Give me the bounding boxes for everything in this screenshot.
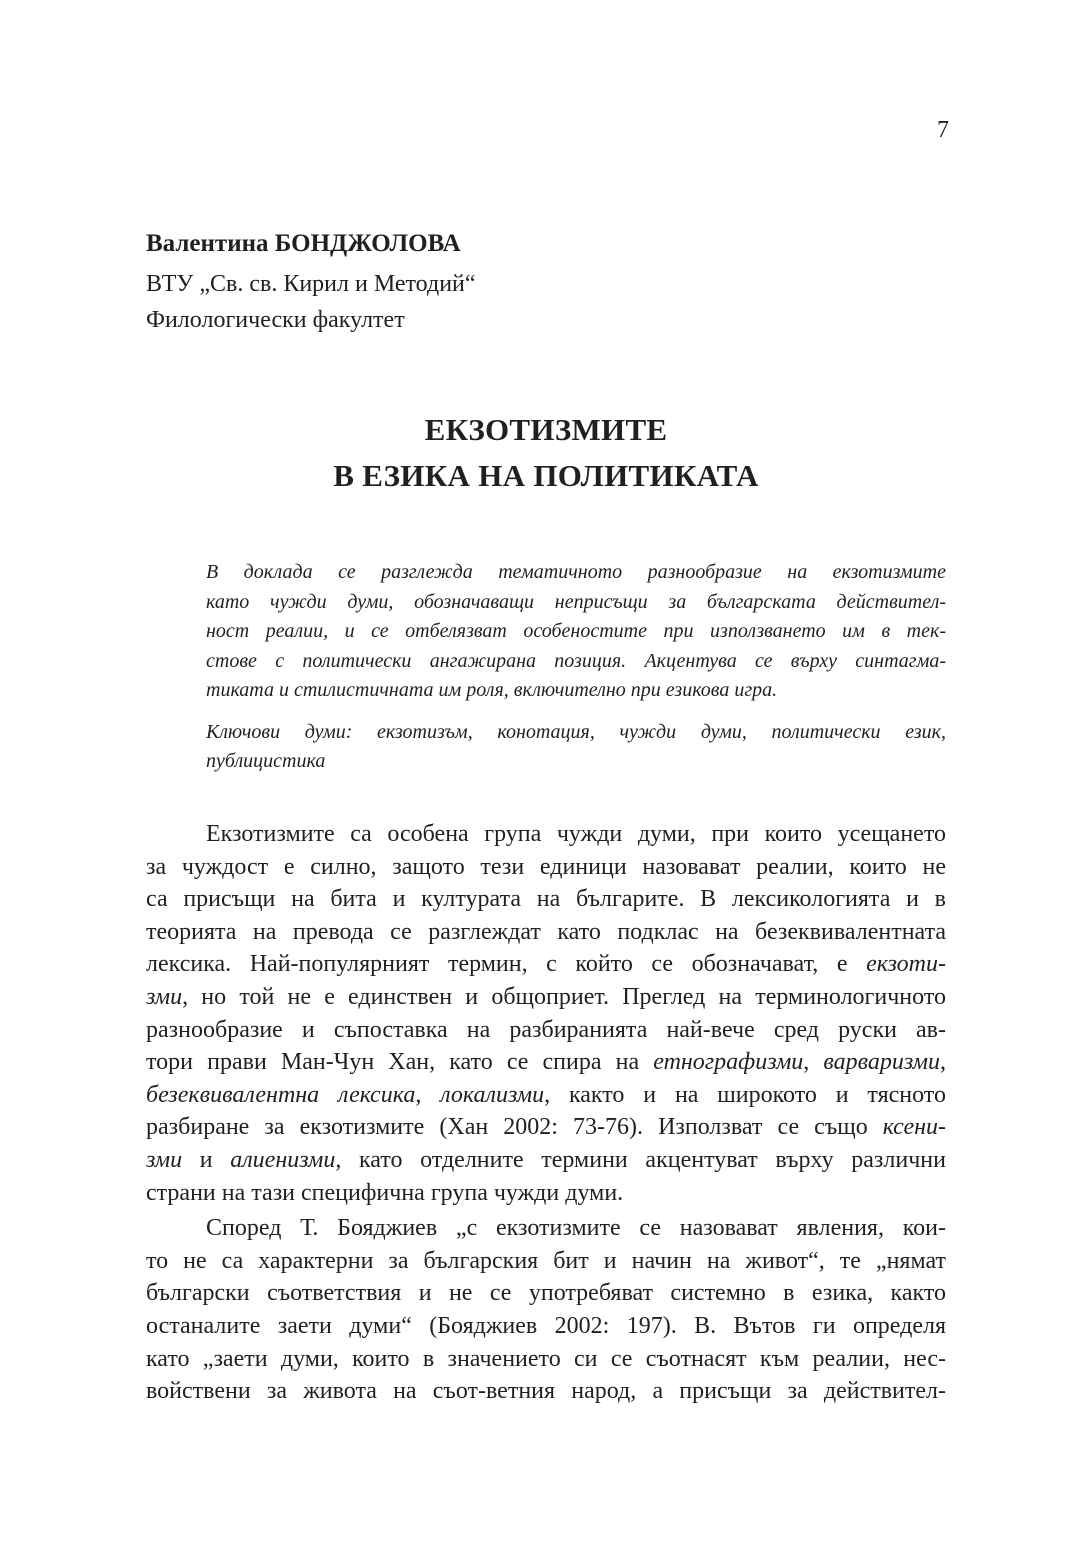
body-line-text: , (803, 1049, 824, 1076)
body-line-text: лексика. Най-популярният термин, с който се обозначават, е (146, 951, 867, 978)
term-varvarizmi: варваризми (823, 1049, 940, 1076)
keywords-line: публицистика (206, 750, 326, 772)
body-line: като „заети думи, които в значението си се съотнасят към реалии, нес- (146, 1345, 946, 1372)
term-etnografizmi: етнографизми (653, 1049, 804, 1076)
author-name: Валентина БОНДЖОЛОВА (146, 230, 461, 257)
affiliation-faculty: Филологически факултет (146, 307, 405, 333)
body-text (146, 818, 946, 1408)
article-title (146, 407, 946, 499)
term-ksenizmi-cont: зми (146, 1146, 183, 1173)
body-line-text: тори прави Ман-Чун Хан, като се спира на (146, 1049, 654, 1076)
affiliation-university: ВТУ „Св. св. Кирил и Методий“ (146, 271, 476, 297)
page-number: 7 (937, 117, 949, 143)
body-line-text: , както и на широкото и тясното (544, 1081, 946, 1108)
abstract-line: като чужди думи, обозначаващи неприсъщи за българската действител- (206, 590, 946, 613)
body-line: страни на тази специфична група чужди думи. (146, 1179, 624, 1206)
author-block (146, 226, 946, 338)
body-line-text: , като отделните термини акцентуват върху различни (335, 1146, 946, 1173)
body-line: теорията на превода се разглеждат като подклас на безеквивалентната (146, 918, 946, 945)
abstract-line: В доклада се разглежда тематичното разнообразие на екзотизмите (206, 561, 946, 583)
body-line-text: и (182, 1146, 231, 1173)
body-line: български съответствия и не се употребяват системно в езика, както (146, 1280, 946, 1307)
body-line: войствени за живота на съот-ветния народ, а присъщи за действител- (146, 1378, 946, 1405)
abstract (206, 558, 946, 777)
body-line (146, 981, 946, 1014)
body-line-text: , (415, 1081, 441, 1108)
abstract-line: стове с политически ангажирана позиция. Акцентува се върху синтагма- (206, 649, 946, 672)
title-line-1: ЕКЗОТИЗМИТЕ (424, 412, 668, 447)
keywords-line: Ключови думи: екзотизъм, конотация, чужди думи, политически език, (206, 720, 946, 743)
body-line (146, 948, 946, 981)
body-line-text: , (940, 1049, 946, 1076)
body-line (146, 1111, 946, 1144)
term-lokalizmi: локализми (440, 1081, 545, 1108)
body-line: са присъщи на бита и културата на българите. В лексикологията и в (146, 886, 946, 913)
body-line-text: , но той не е единствен и общоприет. Преглед на терминологичното (182, 983, 946, 1010)
term-bezekvivalentna-leksika: безеквивалентна лексика (146, 1081, 416, 1108)
body-line: Екзотизмите са особена група чужди думи, при които усещането (206, 821, 946, 847)
term-ekzotizmi: екзоти- (866, 951, 946, 978)
body-line: за чуждост е силно, защото тези единици назовават реалии, които не (146, 853, 946, 880)
title-line-2: В ЕЗИКА НА ПОЛИТИКАТА (333, 458, 759, 493)
term-alienizmi: алиенизми (230, 1146, 336, 1173)
abstract-line: тиката и стилистичната им роля, включително при езикова игра. (206, 679, 778, 701)
body-line: останалите заети думи“ (Бояджиев 2002: 197). В. Вътов ги определя (146, 1312, 946, 1339)
body-line: разнообразие и съпоставка на разбиранията най-вече сред руски ав- (146, 1016, 946, 1043)
body-line (146, 1079, 946, 1112)
body-line: Според Т. Бояджиев „с екзотизмите се назовават явления, кои- (206, 1215, 946, 1242)
term-ksenizmi: ксени- (882, 1114, 946, 1141)
body-line: то не са характерни за българския бит и начин на живот“, те „нямат (146, 1247, 946, 1274)
term-ekzotizmi-cont: зми (146, 983, 183, 1010)
body-line (146, 1144, 946, 1177)
abstract-line: ност реалии, и се отбелязват особеностите при използването им в тек- (206, 620, 946, 642)
body-line-text: разбиране за екзотизмите (Хан 2002: 73-76). Използват се също (146, 1114, 883, 1141)
body-line (146, 1046, 946, 1079)
